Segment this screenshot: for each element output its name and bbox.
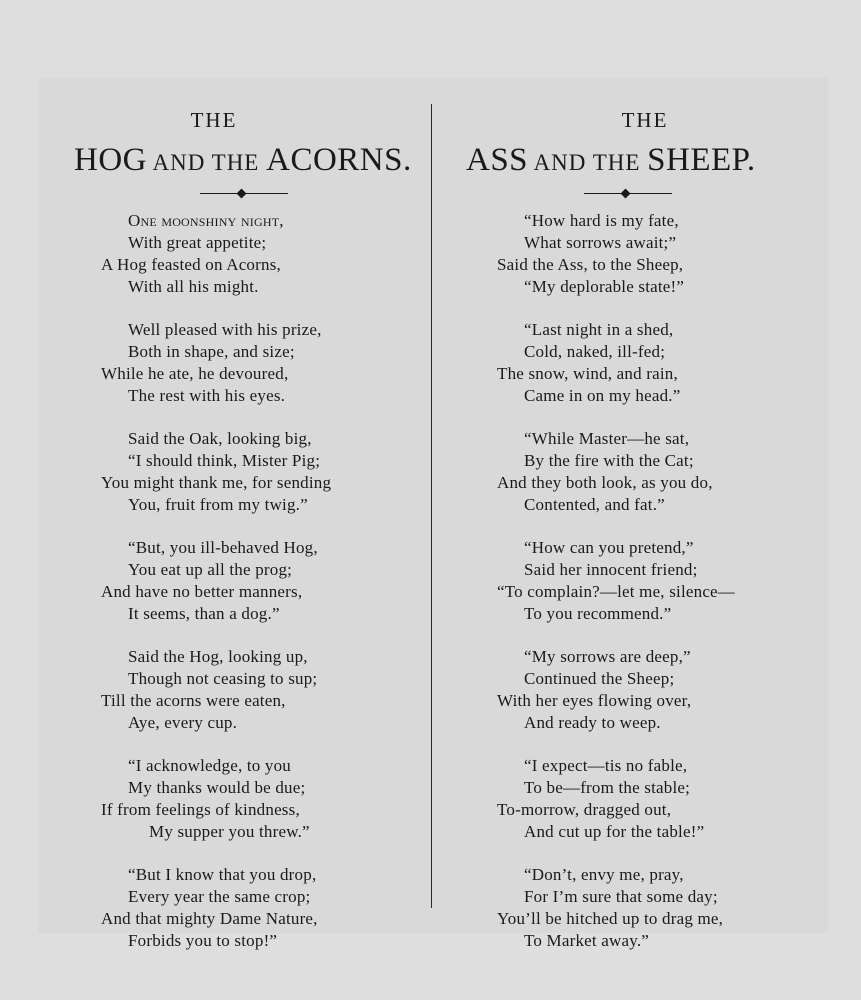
- verse-line: Said the Ass, to the Sheep,: [497, 255, 684, 274]
- verse-line: “My sorrows are deep,”: [524, 647, 691, 666]
- verse-line: And have no better manners,: [101, 582, 303, 601]
- verse-line: To be—from the stable;: [524, 778, 691, 797]
- verse-line: “I expect—tis no fable,: [524, 756, 688, 775]
- verse-line: And that mighty Dame Nature,: [101, 909, 318, 928]
- stanza-list: [497, 210, 735, 973]
- verse-line: “While Master—he sat,: [524, 429, 690, 448]
- verse-line: With all his might.: [128, 277, 259, 296]
- title-connector: AND THE: [528, 150, 648, 175]
- verse-line: Well pleased with his prize,: [128, 320, 322, 339]
- stanza: [101, 319, 331, 407]
- poem-title: [74, 142, 412, 179]
- poem-pretitle: THE: [190, 108, 238, 132]
- verse-line: Cold, naked, ill-fed;: [524, 342, 666, 361]
- title-connector: AND THE: [147, 150, 267, 175]
- verse-line: “How hard is my fate,: [524, 211, 679, 230]
- verse-line: To-morrow, dragged out,: [497, 800, 672, 819]
- verse-line: And ready to weep.: [524, 713, 661, 732]
- verse-line: You, fruit from my twig.”: [128, 495, 308, 514]
- verse-line: Both in shape, and size;: [128, 342, 295, 361]
- stanza: [101, 428, 331, 516]
- stanza: [101, 864, 331, 952]
- verse-line: You eat up all the prog;: [128, 560, 293, 579]
- verse-line: Aye, every cup.: [128, 713, 238, 732]
- verse-line: And cut up for the table!”: [524, 822, 705, 841]
- verse-line: Forbids you to stop!”: [128, 931, 278, 950]
- title-ornament-rule: [200, 193, 288, 194]
- verse-line: By the fire with the Cat;: [524, 451, 694, 470]
- verse-line: “I acknowledge, to you: [128, 756, 292, 775]
- verse-line: “Don’t, envy me, pray,: [524, 865, 684, 884]
- verse-line: The rest with his eyes.: [128, 386, 286, 405]
- verse-line: “My deplorable state!”: [524, 277, 685, 296]
- verse-line: My thanks would be due;: [128, 778, 306, 797]
- verse-line: It seems, than a dog.”: [128, 604, 280, 623]
- verse-line: Contented, and fat.”: [524, 495, 665, 514]
- title-word: ACORNS.: [266, 142, 412, 178]
- verse-line: “To complain?—let me, silence—: [497, 582, 736, 601]
- verse-line: “But I know that you drop,: [128, 865, 317, 884]
- verse-line: You’ll be hitched up to drag me,: [497, 909, 724, 928]
- title-word: ASS: [466, 142, 529, 178]
- verse-line: [101, 210, 331, 232]
- verse-line: Said the Hog, looking up,: [128, 647, 308, 666]
- stanza: [101, 210, 331, 298]
- verse-line: With great appetite;: [128, 233, 267, 252]
- stanza: [497, 537, 735, 625]
- verse-line: To Market away.”: [524, 931, 650, 950]
- column-divider: [431, 104, 432, 908]
- poem-pretitle: THE: [621, 108, 669, 132]
- stanza: [497, 210, 735, 298]
- verse-line: “But, you ill-behaved Hog,: [128, 538, 318, 557]
- stanza: [497, 319, 735, 407]
- stanza: [497, 755, 735, 843]
- stanza: [497, 646, 735, 734]
- verse-line: If from feelings of kindness,: [101, 800, 300, 819]
- stanza: [497, 864, 735, 952]
- stanza: [101, 755, 331, 843]
- title-word: HOG: [74, 142, 147, 178]
- verse-line: Though not ceasing to sup;: [128, 669, 318, 688]
- title-ornament-rule: [584, 193, 672, 194]
- verse-text: One moonshiny night,: [128, 211, 284, 230]
- verse-line: “I should think, Mister Pig;: [128, 451, 321, 470]
- verse-line: Every year the same crop;: [128, 887, 311, 906]
- stanza: [101, 646, 331, 734]
- verse-line: Till the acorns were eaten,: [101, 691, 286, 710]
- verse-line: To you recommend.”: [524, 604, 672, 623]
- stanza: [497, 428, 735, 516]
- verse-line: For I’m sure that some day;: [524, 887, 718, 906]
- verse-line: And they both look, as you do,: [497, 473, 713, 492]
- verse-line: What sorrows await;”: [524, 233, 677, 252]
- verse-line: The snow, wind, and rain,: [497, 364, 678, 383]
- verse-line: Said her innocent friend;: [524, 560, 698, 579]
- verse-line: Continued the Sheep;: [524, 669, 675, 688]
- title-word: SHEEP.: [647, 142, 756, 178]
- verse-line: “Last night in a shed,: [524, 320, 674, 339]
- verse-line: With her eyes flowing over,: [497, 691, 692, 710]
- verse-line: While he ate, he devoured,: [101, 364, 289, 383]
- verse-line: Said the Oak, looking big,: [128, 429, 312, 448]
- verse-line: My supper you threw.”: [149, 822, 310, 841]
- stanza: [101, 537, 331, 625]
- stanza-list: [101, 210, 331, 973]
- verse-line: You might thank me, for sending: [101, 473, 332, 492]
- verse-line: A Hog feasted on Acorns,: [101, 255, 281, 274]
- verse-line: Came in on my head.”: [524, 386, 681, 405]
- verse-line: “How can you pretend,”: [524, 538, 694, 557]
- poem-title: [466, 142, 756, 179]
